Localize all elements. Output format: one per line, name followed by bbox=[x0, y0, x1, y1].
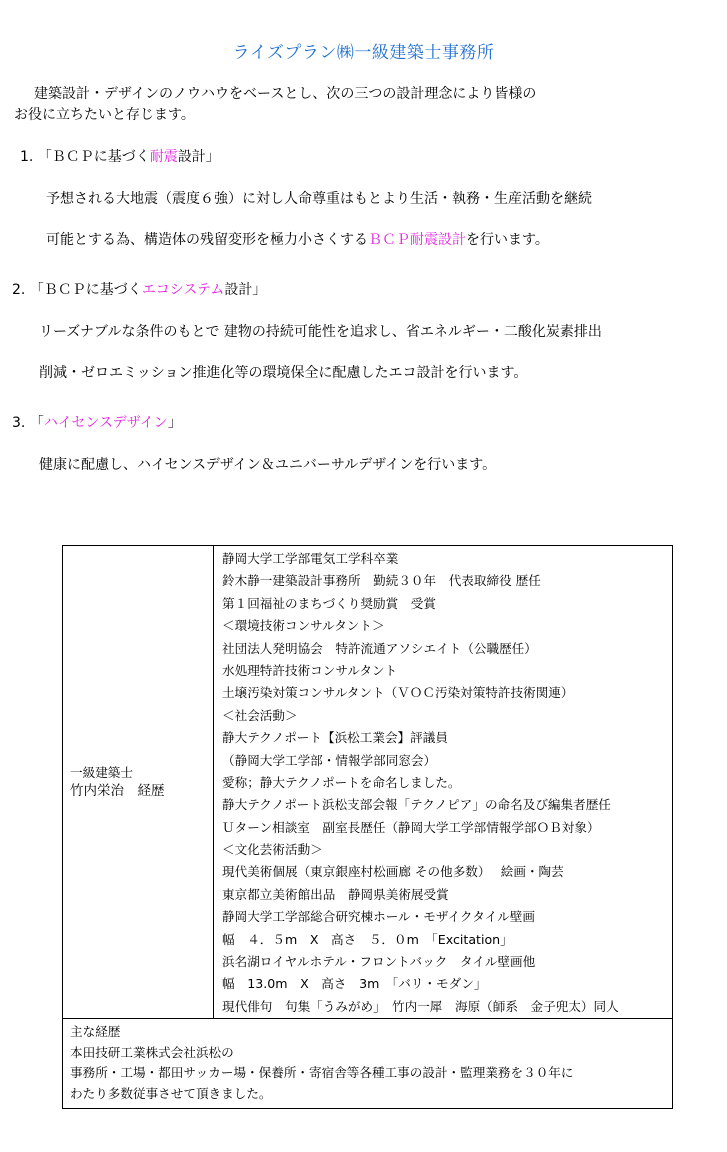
section-3-heading-prefix: 3. 「 bbox=[12, 415, 44, 431]
section-3-line-1: 健康に配慮し、ハイセンスデザイン＆ユニバーサルデザインを行います。 bbox=[39, 457, 497, 473]
section-3-heading-suffix: 」 bbox=[167, 415, 182, 431]
page-title: ライズプラン㈱一級建築士事務所 bbox=[232, 43, 495, 63]
intro-line-1: 建築設計・デザインのノウハウをベースとし、次の三つの設計理念により皆様の bbox=[34, 86, 537, 102]
history-item: 静大テクノポート【浜松工業会】評議員 bbox=[222, 730, 448, 746]
intro-paragraph bbox=[14, 84, 714, 126]
section-2-heading-highlight: エコシステム bbox=[141, 282, 225, 298]
history-item: 静大テクノポート浜松支部会報「テクノピア」の命名及び編集者歴任 bbox=[222, 797, 611, 813]
section-2-heading-suffix: 設計」 bbox=[224, 282, 267, 298]
history-item: 東京都立美術館出品 静岡県美術展受賞 bbox=[222, 886, 449, 902]
section-1-heading bbox=[20, 146, 220, 166]
section-3-heading-highlight: ハイセンスデザイン bbox=[43, 415, 168, 431]
history-item: 幅 13.0m X 高さ 3m 「バリ・モダン」 bbox=[222, 976, 487, 992]
history-item: 社団法人発明協会 特許流通アソシエイト（公職歴任） bbox=[222, 640, 537, 656]
history-item: （静岡大学工学部・情報学部同窓会） bbox=[222, 752, 437, 768]
history-item: Ｕターン相談室 副室長歴任（静岡大学工学部情報学部ＯＢ対象） bbox=[222, 819, 600, 835]
history-item: 現代俳句 句集「うみがめ」 竹内一犀 海原（師系 金子兜太）同人 bbox=[222, 998, 619, 1014]
main-career-row bbox=[63, 1019, 673, 1109]
history-item: 鈴木静一建築設計事務所 勤続３０年 代表取締役 歴任 bbox=[222, 573, 541, 589]
section-1-line-2-text: 可能とする為、構造体の残留変形を極力小さくする bbox=[46, 232, 368, 248]
section-1-line-2-suffix: を行います。 bbox=[466, 232, 549, 248]
section-1-heading-highlight: 耐震 bbox=[149, 149, 178, 165]
section-2-line-1: リーズナブルな条件のもとで 建物の持続可能性を追求し、省エネルギー・二酸化炭素排出 bbox=[39, 324, 602, 340]
section-1-heading-suffix: 設計」 bbox=[177, 149, 220, 165]
history-item: 第１回福祉のまちづくり奨励賞 受賞 bbox=[222, 595, 436, 611]
history-item: 浜名湖ロイヤルホテル・フロントバック タイル壁画他 bbox=[222, 954, 536, 970]
history-item: ＜社会活動＞ bbox=[222, 707, 298, 723]
history-item: 現代美術個展（東京銀座村松画廊 その他多数） 絵画・陶芸 bbox=[222, 864, 564, 880]
section-1-line-2 bbox=[46, 229, 549, 249]
history-item: 土壌汚染対策コンサルタント（ＶＯＣ汚染対策特許技術関連） bbox=[222, 685, 574, 701]
intro-line-2: お役に立ちたいと存じます。 bbox=[14, 107, 195, 123]
history-item: 静岡大学工学部電気工学科卒業 bbox=[222, 551, 399, 566]
history-item: 静岡大学工学部総合研究棟ホール・モザイクタイル壁画 bbox=[222, 909, 535, 925]
section-1-heading-prefix: 1. 「ＢＣＰに基づく bbox=[20, 149, 150, 165]
section-2-heading bbox=[12, 279, 266, 299]
profile-name-heading: 竹内栄治 経歴 bbox=[70, 783, 165, 800]
history-cell bbox=[214, 546, 673, 1019]
section-2-line-2: 削減・ゼロエミッション推進化等の環境保全に配慮したエコ設計を行います。 bbox=[39, 365, 528, 381]
qualification-label: 一級建築士 bbox=[70, 765, 133, 781]
career-table bbox=[62, 545, 673, 1109]
main-career-heading: 主な経歴 bbox=[70, 1024, 121, 1040]
section-1-line-1: 予想される大地震（震度６強）に対し人命尊重はもとより生活・執務・生産活動を継続 bbox=[46, 191, 592, 207]
section-3-heading bbox=[12, 412, 182, 432]
history-item: 幅 ４．５m X 高さ ５．０m 「Excitation」 bbox=[222, 931, 513, 947]
history-item: ＜環境技術コンサルタント＞ bbox=[222, 618, 385, 634]
history-item: 愛称；静大テクノポートを命名しました。 bbox=[222, 774, 461, 790]
main-career-line: 事務所・工場・都田サッカー場・保養所・寄宿舎等各種工事の設計・監理業務を３０年に bbox=[70, 1065, 574, 1081]
main-career-line: わたり多数従事させて頂きました。 bbox=[70, 1085, 272, 1101]
section-2-heading-prefix: 2. 「ＢＣＰに基づく bbox=[12, 282, 142, 298]
history-item: ＜文化芸術活動＞ bbox=[222, 842, 323, 858]
main-career-line: 本田技研工業株式会社浜松の bbox=[70, 1044, 234, 1060]
section-1-line-2-highlight: ＢＣＰ耐震設計 bbox=[368, 232, 466, 248]
history-item: 水処理特許技術コンサルタント bbox=[222, 662, 398, 678]
profile-name-cell bbox=[63, 546, 214, 1019]
career-history-row bbox=[63, 546, 673, 1019]
main-career-cell bbox=[63, 1019, 673, 1109]
